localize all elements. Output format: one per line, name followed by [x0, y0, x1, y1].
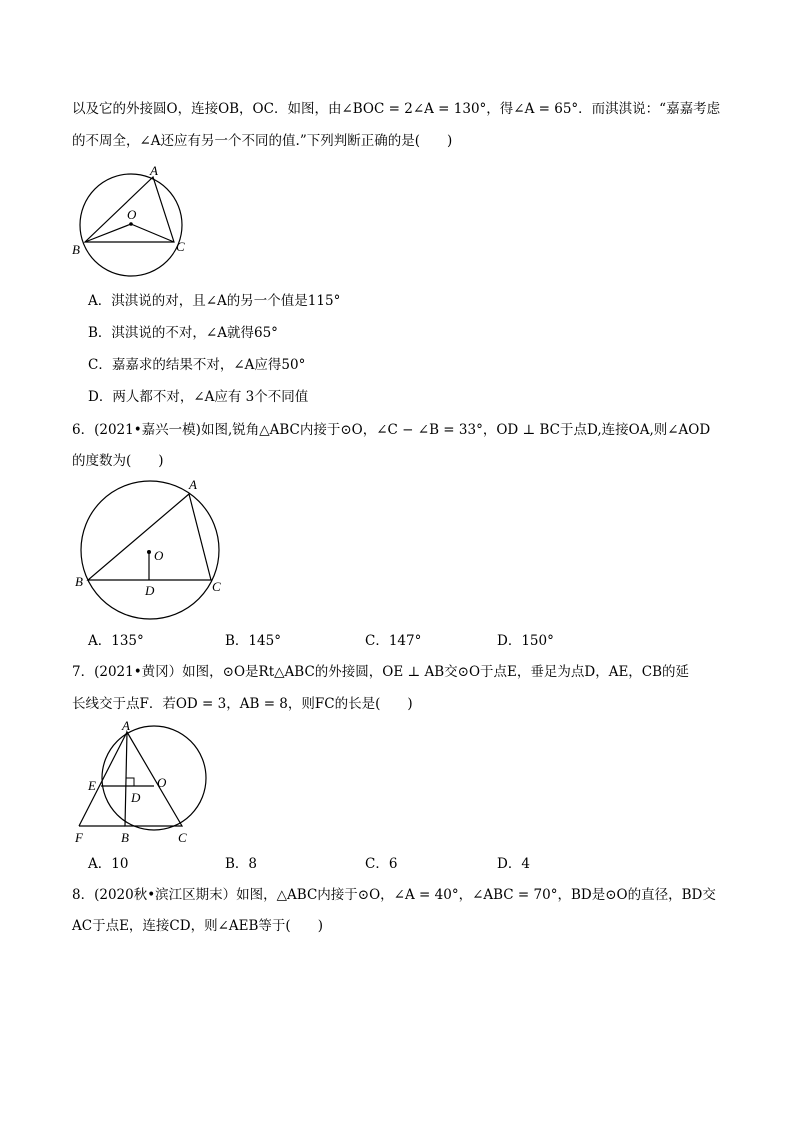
q5-center-dot: [129, 222, 133, 226]
q7-line-2: 长线交于点F．若OD = 3，AB = 8，则FC的长是( ): [72, 696, 413, 712]
q6-option-b[interactable]: B．145°: [225, 633, 281, 649]
q5-option-a[interactable]: A．淇淇说的对，且∠A的另一个值是115°: [88, 293, 341, 309]
q5-segment-ob: [85, 224, 131, 242]
q5-option-c[interactable]: C．嘉嘉求的结果不对，∠A应得50°: [88, 357, 306, 373]
q6-option-d[interactable]: D．150°: [497, 633, 554, 649]
q6-figure: [72, 477, 232, 600]
q7-label-o: O: [157, 775, 167, 790]
q5-option-d[interactable]: D．两人都不对，∠A应有 3个不同值: [88, 389, 309, 405]
q7-label-d: D: [131, 790, 141, 805]
q6-label-b: B: [75, 574, 83, 589]
q5-label-a: A: [150, 163, 158, 178]
q7-option-c[interactable]: C．6: [365, 856, 398, 872]
q7-label-e: E: [88, 778, 96, 793]
q5-label-o: O: [127, 207, 137, 222]
q6-label-d: D: [145, 583, 155, 598]
q6-label-c: C: [212, 579, 221, 594]
q6-line-1: 6．(2021•嘉兴一模)如图,锐角△ABC内接于⊙O，∠C − ∠B = 33°，OD ⊥ BC于点D,连接OA,则∠AOD: [72, 422, 711, 438]
q5-line-1: 以及它的外接圆O，连接OB，OC．如图，由∠BOC = 2∠A = 130°，得∠A = 65°．而淇淇说：“嘉嘉考虑: [72, 101, 721, 117]
q5-option-b[interactable]: B．淇淇说的不对，∠A就得65°: [88, 325, 278, 341]
q5-line-2: 的不周全，∠A还应有另一个不同的值.”下列判断正确的是( ): [72, 133, 453, 149]
q7-line-1: 7．(2021•黄冈）如图，⊙O是Rt△ABC的外接圆，OE ⊥ AB交⊙O于点E，垂足为点D，AE，CB的延: [72, 664, 690, 680]
q6-label-o: O: [154, 548, 164, 563]
q6-center-dot: [147, 550, 151, 554]
q7-figure: [72, 718, 222, 847]
q7-option-d[interactable]: D．4: [497, 856, 530, 872]
q7-label-c: C: [178, 830, 187, 845]
q6-label-a: A: [189, 477, 197, 492]
q7-segment-fa: [79, 732, 127, 826]
q6-circumcircle: [81, 481, 219, 619]
q6-option-c[interactable]: C．147°: [365, 633, 422, 649]
q7-option-b[interactable]: B．8: [225, 856, 258, 872]
q6-line-2: 的度数为( ): [72, 453, 164, 469]
q5-figure: [72, 165, 222, 280]
q7-option-a[interactable]: A．10: [88, 856, 129, 872]
q5-label-b: B: [72, 242, 80, 257]
q8-line-1: 8．(2020秋•滨江区期末）如图，△ABC内接于⊙O，∠A = 40°，∠ABC = 70°，BD是⊙O的直径，BD交: [72, 887, 716, 903]
q7-label-a: A: [122, 718, 130, 733]
q5-segment-oc: [131, 224, 174, 242]
q7-right-angle-mark: [126, 778, 134, 786]
q8-line-2: AC于点E，连接CD，则∠AEB等于( ): [72, 918, 323, 934]
q7-label-b: B: [121, 830, 129, 845]
q5-label-c: C: [176, 239, 185, 254]
q6-option-a[interactable]: A．135°: [88, 633, 144, 649]
q7-label-f: F: [75, 830, 83, 845]
